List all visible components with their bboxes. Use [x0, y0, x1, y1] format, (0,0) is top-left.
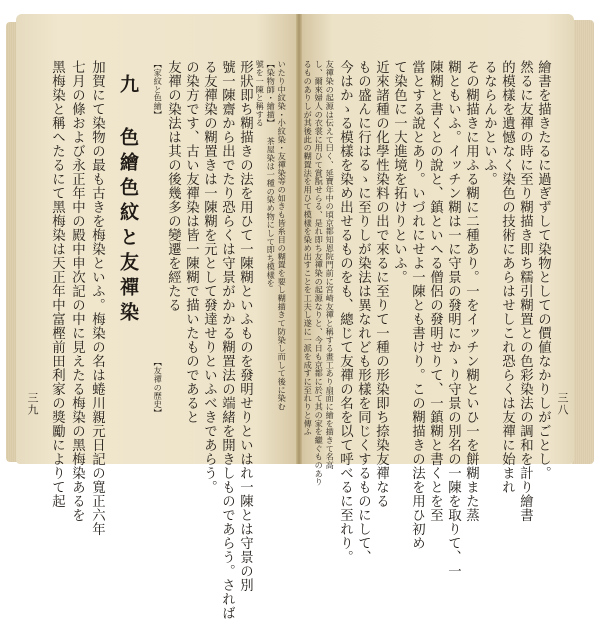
right-col-2: 然るに友禪の時に至り糊描き即ち糯引糊置との色彩染法の調和を計り繪書 — [517, 60, 533, 522]
left-note-3: 號を一陳と稱する — [255, 60, 266, 127]
book-gutter — [296, 14, 302, 464]
left-col-3: る友禪染の糊置きは一陳糊を元として發達せりといふべきであらう。 — [201, 60, 217, 494]
left-final-col-3: 黑梅染と稱へたるにて黑梅染は天正年中富樫前田利家の獎勵によりて起 — [49, 60, 65, 508]
right-col-11: もの盛んに行はるゝに至りしが染法は異なれども形樣を同じくするものにして、 — [355, 60, 371, 564]
open-book — [6, 8, 594, 620]
right-col-1: 繪書を描きたるに過ぎずして染物としての價値なかりしがごとし。 — [535, 60, 551, 480]
right-col-7: 陳糊と書くとの說と、鎮といへる僧侶の發明せりて、一鎮糊と書くとを至 — [427, 60, 443, 522]
left-note-1: いたり中紋染・小紋染・友禪染等の如きも皆糸目の糊置を要し糊描きて防染し而して後に染む — [277, 60, 288, 411]
section-heading: 九 色繪色紋と友禪染 — [117, 74, 139, 327]
right-col-3: 的模樣を遺憾なく染色の技術にあらはせしこれ恐らくは友禪に始まれ — [499, 60, 515, 494]
left-col-2: 號一陳齋から出でたり恐らくは守景がかかる糊置法の端緒を開きしものであらう。されば — [219, 60, 235, 620]
right-col-6: 糊ともいふ。イッチン糊は一に守景の發明にかゝり守景の別名の一陳を取りて、一 — [445, 60, 461, 578]
left-col-1: 形狀即ち糊描きの法を用ひて一陳糊といふものを發明せりといはれ一陳とは守景の別 — [237, 60, 253, 592]
page-edges-right — [572, 20, 594, 464]
right-note-2: し、爾來婦人の衣裳に用ひて賞翫せらる、是れ即ち友禪染の起源なりと、今日も京都に於て其の家を繼ぐものあり — [314, 60, 325, 486]
left-page-number: 三九 — [26, 392, 39, 416]
left-note-2: 【染物師・繪描】 茶屋染は一種の染め物にして即ち模樣を — [266, 60, 277, 288]
left-bracket-note-top: 【家紋と色繪】 — [153, 60, 164, 119]
right-page-number: 三八 — [556, 392, 569, 416]
right-col-8: 當とする說とあり。いづれにせよ一陳とも書けり。この糊描きの法を用ひ初め — [409, 60, 425, 550]
left-final-col-1: 加賀にて染物の最も古きを梅染といふ。梅染の名は蜷川親元日記の寬正六年 — [89, 60, 105, 536]
right-col-10: 近來諸種の化學性染料の出で來るに至りて一種の形染即ち捺染友禪なる — [373, 60, 389, 508]
right-col-4: るならんかといふ。 — [481, 60, 497, 186]
left-bracket-note-bottom: 【友禪の歷史】 — [153, 358, 164, 417]
right-note-3: るものありしが其後此の糊置法を用ひて模樣を染め出すことを工夫し遂に一派を成すに至れりと傳ふ — [303, 60, 314, 436]
right-note-1: 友禪染の起源は伝えて曰く、延寶年中の頃京都知恩院門前に宮崎友禪と稱する畫工あり扇面に繪を描きて名高 — [325, 60, 336, 470]
right-col-9: て染色に一大進境を拓けりといふ。 — [391, 60, 407, 284]
left-col-4: の染方です、古い友禪染は皆一陳糊で描いたものであると — [183, 60, 199, 424]
left-final-col-2: 七月の條および永正年中の殿中申次記の中に見えたる梅染の黑梅染あるを — [69, 60, 85, 522]
right-col-12: 今はかゝる模樣を染め出せるものをも、總じて友禪の名を以て呼べるに至れり。 — [337, 60, 353, 564]
left-col-5: 友禪の染法は其の後幾多の變遷を經たる — [165, 60, 181, 312]
right-col-5: その糊描きに用ふる糊に二種あり。一をイッチン糊といひ一を餅糊また蒸 — [463, 60, 479, 522]
